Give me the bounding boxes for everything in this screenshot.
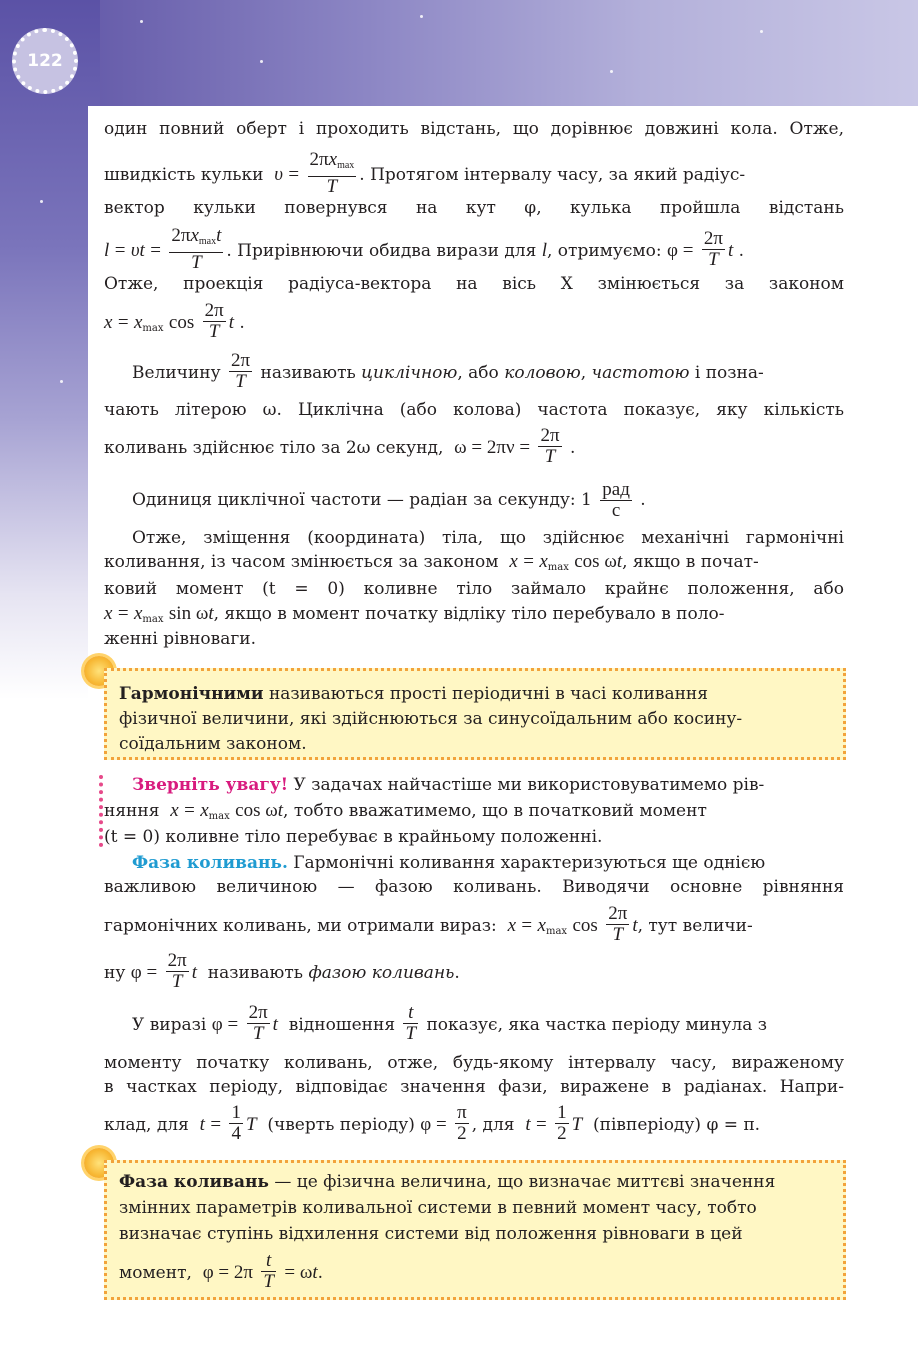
text-line: фізичної величини, які здійснюються за синусоїдальним або косину-	[119, 709, 743, 729]
star-decoration	[60, 380, 63, 383]
formula-fraction: $\frac{2\pi}{T}$	[540, 425, 560, 467]
formula-fraction: $\frac{1}{4}$	[231, 1102, 241, 1144]
text-line: момент, φ = 2π $\frac{t}{T}$ = ωt.	[119, 1250, 324, 1292]
star-decoration	[760, 30, 763, 33]
text-line: моменту початку коливань, отже, будь-якому інтервалу часу, вираженому	[104, 1053, 844, 1073]
text-line: змінних параметрів коливальної системи в певний момент часу, тобто	[119, 1198, 757, 1218]
formula-fraction: $\frac{2\pi}{T}$	[231, 350, 251, 392]
formula-fraction: $\frac{t}{T}$	[405, 1002, 417, 1044]
text-line: один повний оберт і проходить відстань, що дорівнює довжині кола. Отже,	[104, 119, 844, 139]
formula-fraction: $\frac{2\pi}{T}$	[167, 950, 187, 992]
formula-fraction: $\frac{2\pi}{T}$	[248, 1002, 268, 1044]
formula-fraction: $\frac{2\pi x_{max}}{T}$	[309, 149, 355, 197]
text-line: в частках періоду, відповідає значення фази, виражене в радіанах. Напри-	[104, 1077, 844, 1097]
text-line: швидкість кульки υ = $\frac{2\pi x_{max}}{T}$ . Протягом інтервалу часу, за який радіус-	[104, 149, 746, 197]
text-line: коливання, із часом змінюється за законом $x = x_{max}$ cos ωt, якщо в почат-	[104, 551, 759, 573]
page-number: 122	[27, 51, 63, 71]
side-background	[0, 0, 100, 700]
text-line: $x = x_{max}$ cos $\frac{2\pi}{T}$ t .	[104, 300, 245, 342]
text-line: вектор кульки повернувся на кут φ, кулька пройшла відстань	[104, 198, 844, 218]
text-line: визначає ступінь відхилення системи від положення рівноваги в цей	[119, 1224, 743, 1244]
text-line: Одиниця циклічної частоти — радіан за секунду: 1 $\frac{\text{рад}}{с}$ .	[132, 479, 646, 521]
text-line: Фаза коливань. Гармонічні коливання характеризуються ще однією	[132, 853, 766, 873]
star-decoration	[140, 20, 143, 23]
text-line: женні рівноваги.	[104, 629, 257, 649]
text-line: важливою величиною — фазою коливань. Виводячи основне рівняння	[104, 877, 844, 897]
text-line: ну φ = $\frac{2\pi}{T}$ t називають фазою коливань.	[104, 950, 460, 992]
text-line: чають літерою ω. Циклічна (або колова) частота показує, яку кількість	[104, 400, 844, 420]
star-decoration	[420, 15, 423, 18]
text-line: клад, для t = $\frac{1}{4}$ T (чверть періоду) φ = $\frac{\pi}{2}$ , для t = $\frac{1}{2}$ T (півперіоду) φ = π.	[104, 1102, 760, 1144]
unit-fraction: $\frac{\text{рад}}{с}$	[602, 479, 630, 521]
formula-fraction: $\frac{2\pi}{T}$	[204, 300, 224, 342]
formula-fraction: $\frac{2\pi}{T}$	[608, 903, 628, 945]
text-line: Зверніть увагу! У задачах найчастіше ми використовуватимемо рів-	[132, 775, 765, 795]
formula-fraction: $\frac{1}{2}$	[557, 1102, 567, 1144]
star-decoration	[40, 200, 43, 203]
star-decoration	[260, 60, 263, 63]
text-line: Отже, зміщення (координата) тіла, що здійснює механічні гармонічні	[132, 528, 844, 548]
text-line: соїдальним законом.	[119, 734, 307, 754]
formula-fraction: $\frac{\pi}{2}$	[457, 1102, 467, 1144]
text-line: коливань здійснює тіло за 2ω секунд, ω = 2πν = $\frac{2\pi}{T}$ .	[104, 425, 576, 467]
star-decoration	[610, 70, 613, 73]
formula-fraction: $\frac{2\pi x_{max}t}{T}$	[171, 225, 222, 273]
text-line: У виразі φ = $\frac{2\pi}{T}$ t відношення $\frac{t}{T}$ показує, яка частка періоду минула з	[132, 1002, 768, 1044]
text-line: Величину $\frac{2\pi}{T}$ називають циклічною, або коловою, частотою і позна-	[132, 350, 764, 392]
note-marker	[99, 775, 103, 847]
header-background	[0, 0, 918, 108]
formula-fraction: $\frac{2\pi}{T}$	[703, 228, 723, 270]
text-line: ковий момент (t = 0) коливне тіло займало крайнє положення, або	[104, 579, 844, 599]
text-line: Фаза коливань — це фізична величина, що визначає миттєві значення	[119, 1172, 776, 1192]
definition-box	[104, 1160, 846, 1300]
text-line: гармонічних коливань, ми отримали вираз: $x = x_{max}$ cos $\frac{2\pi}{T}$ t, тут величи-	[104, 903, 753, 945]
text-line: няння $x = x_{max}$ cos ωt, тобто вважатимемо, що в початковий момент	[104, 800, 707, 822]
page-number-badge	[12, 28, 78, 94]
text-line: Гармонічними називаються прості періодичні в часі коливання	[119, 684, 708, 704]
formula-fraction: $\frac{t}{T}$	[263, 1250, 274, 1292]
text-line: $x = x_{max}$ sin ωt, якщо в момент початку відліку тіло перебувало в поло-	[104, 603, 725, 625]
text-line: (t = 0) коливне тіло перебуває в крайньому положенні.	[104, 827, 603, 847]
definition-box	[104, 668, 846, 760]
text-line: Отже, проекція радіуса-вектора на вісь X змінюється за законом	[104, 274, 844, 294]
text-line: l = υt = $\frac{2\pi x_{max}t}{T}$ . Прирівнюючи обидва вирази для l, отримуємо: φ = $\frac{2\pi}{T}$ t .	[104, 225, 745, 273]
